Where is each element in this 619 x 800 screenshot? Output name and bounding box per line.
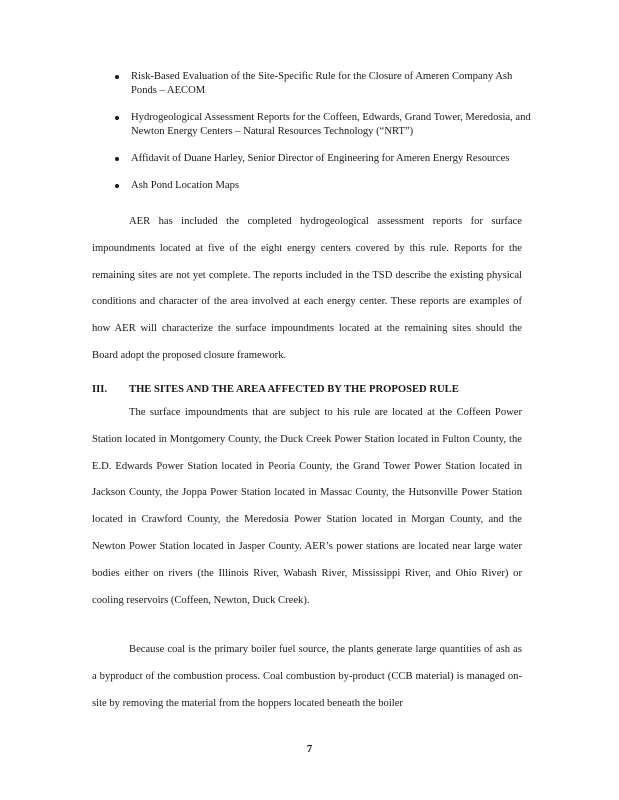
paragraph-site-locations: The surface impoundments that are subject to his rule are located at the Coffeen Power Station located in Montgomery County, the Duck Creek Power Station located in Fulton County, the E.D. Edwards Power Station located in Peoria County, the Grand Tower Power Station located in Jackson County, the Joppa Power Station located in Massac County, the Hutsonville Power Station located in Crawford County, the Meredosia Power Station located in Morgan County, and the Newton Power Station located in Jasper County. AER’s power stations are located near large water bodies either on rivers (the Illinois River, Wabash River, Mississippi River, and Ohio River) or cooling reservoirs (Coffeen, Newton, Duck Creek). xyxy=(92,407,522,606)
section-number: III. xyxy=(92,384,108,395)
bullet-icon xyxy=(115,184,119,188)
bullet-icon xyxy=(115,116,119,120)
section-title: THE SITES AND THE AREA AFFECTED BY THE PROPOSED RULE xyxy=(129,384,459,395)
page-number: 7 xyxy=(306,743,313,755)
list-item-text: Hydrogeological Assessment Reports for the Coffeen, Edwards, Grand Tower, Meredosia, and Newton Energy Centers – Natural Resources Technology (“NRT”) xyxy=(131,112,531,137)
list-item-text: Ash Pond Location Maps xyxy=(131,180,239,191)
list-item xyxy=(112,152,532,166)
list-item xyxy=(112,179,532,193)
list-item xyxy=(112,111,532,139)
list-item xyxy=(112,70,532,98)
section-heading xyxy=(92,383,532,397)
list-item-text: Risk-Based Evaluation of the Site-Specific Rule for the Closure of Ameren Company Ash Ponds – AECOM xyxy=(131,71,513,96)
attachment-list xyxy=(112,70,532,206)
paragraph-coal-ash: Because coal is the primary boiler fuel source, the plants generate large quantities of ash as a byproduct of the combustion process. Coal combustion by-product (CCB material) is managed on-site by removing the material from the hoppers located beneath the boiler xyxy=(92,644,522,709)
bullet-icon xyxy=(115,157,119,161)
bullet-icon xyxy=(115,75,119,79)
list-item-text: Affidavit of Duane Harley, Senior Director of Engineering for Ameren Energy Resources xyxy=(131,153,510,164)
paragraph-assessment-reports: AER has included the completed hydrogeological assessment reports for surface impoundments located at five of the eight energy centers covered by this rule. Reports for the remaining sites are not yet complete. The reports included in the TSD describe the existing physical conditions and character of the area involved at each energy center. These reports are examples of how AER will characterize the surface impoundments located at the remaining sites should the Board adopt the proposed closure framework. xyxy=(92,216,522,361)
